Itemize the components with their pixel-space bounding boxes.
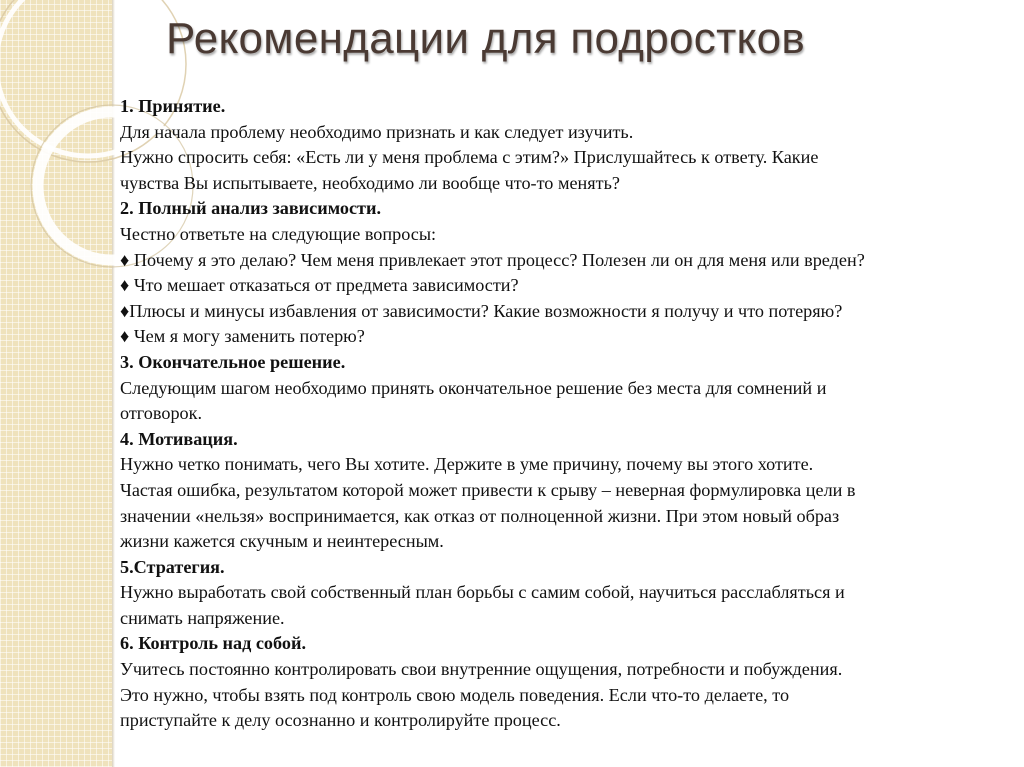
text-line: Для начала проблему необходимо признать и как следует изучить. (120, 121, 634, 142)
text-line: ♦Плюсы и минусы избавления от зависимости? Какие возможности я получу и что потеряю? (120, 300, 843, 321)
section-heading: 4. Мотивация. (120, 428, 238, 449)
text-line: жизни кажется скучным и неинтересным. (120, 531, 444, 552)
text-line: чувства Вы испытываете, необходимо ли вообще что-то менять? (120, 172, 620, 193)
text-line: Учитесь постоянно контролировать свои внутренние ощущения, потребности и побуждения. (120, 659, 843, 680)
text-line: приступайте к делу осознанно и контролируйте процесс. (120, 710, 561, 731)
section-heading: 6. Контроль над собой. (120, 633, 306, 654)
text-line: отговорок. (120, 403, 203, 424)
text-line: Честно ответьте на следующие вопросы: (120, 223, 437, 244)
page-title: Рекомендации для подростков (166, 14, 806, 63)
text-line: Следующим шагом необходимо принять окончательное решение без места для сомнений и (120, 377, 827, 398)
text-line: ♦ Чем я могу заменить потерю? (120, 326, 365, 347)
text-line: Нужно выработать свой собственный план борьбы с самим собой, научиться расслабляться и (120, 582, 845, 603)
section-heading: 5.Стратегия. (120, 556, 225, 577)
section-heading: 1. Принятие. (120, 96, 226, 116)
text-line: Нужно спросить себя: «Есть ли у меня проблема с этим?» Прислушайтесь к ответу. Какие (120, 147, 819, 168)
recommendations-text (120, 94, 1010, 734)
text-line: Частая ошибка, результатом которой может привести к срыву – неверная формулировка цели в (120, 479, 856, 500)
text-line: значении «нельзя» воспринимается, как отказ от полноценной жизни. При этом новый образ (120, 505, 840, 526)
text-line: Нужно четко понимать, чего Вы хотите. Держите в уме причину, почему вы этого хотите. (120, 454, 814, 475)
text-line: ♦ Почему я это делаю? Чем меня привлекает этот процесс? Полезен ли он для меня или вреден? (120, 249, 865, 270)
section-heading: 3. Окончательное решение. (120, 351, 346, 372)
text-line: снимать напряжение. (120, 607, 285, 628)
section-heading: 2. Полный анализ зависимости. (120, 198, 381, 219)
text-line: Это нужно, чтобы взять под контроль свою модель поведения. Если что-то делаете, то (120, 684, 790, 705)
text-line: ♦ Что мешает отказаться от предмета зависимости? (120, 275, 519, 296)
